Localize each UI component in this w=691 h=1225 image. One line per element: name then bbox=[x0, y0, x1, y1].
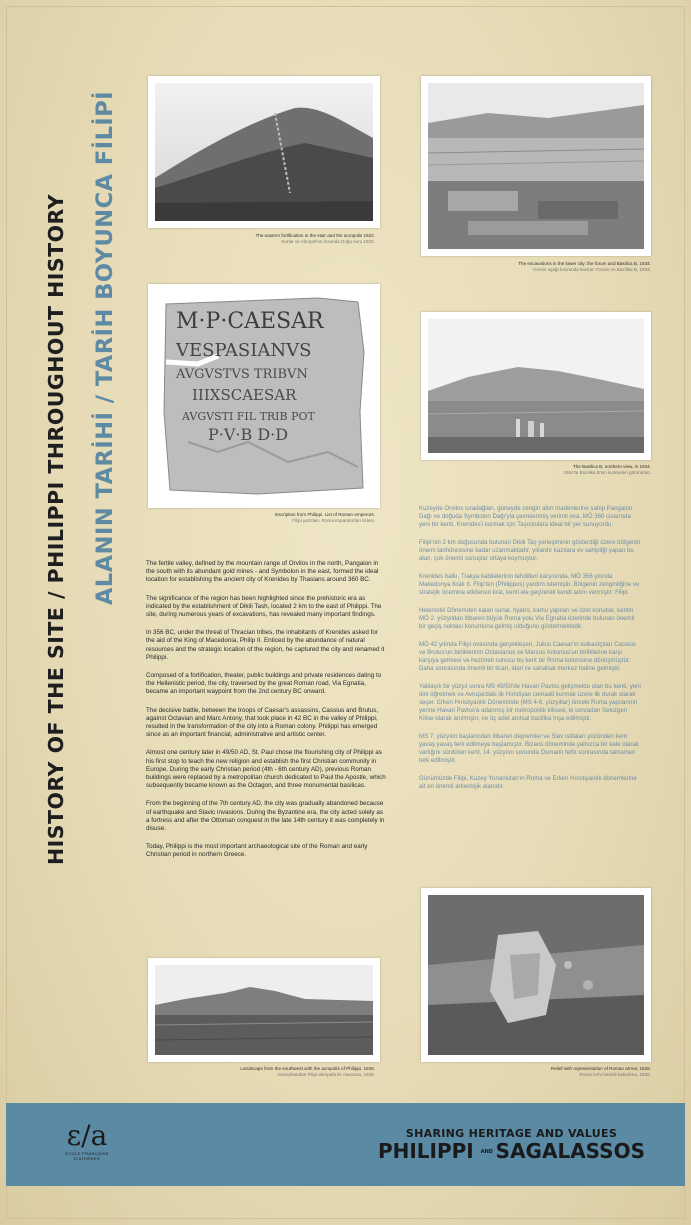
caption-landscape bbox=[150, 1066, 375, 1078]
relief-image bbox=[428, 895, 644, 1055]
en-paragraph-6: Almost one century later in 49/50 AD, St. Paul chose the flourishing city of Philippi as his first stop to teach the new religion and establish the first Christian community in Europe. During the early Christian period (4th - 6th century AD), previous Roman buildings were replaced by a metropolitan church dedicated to Paul the Apostle, which subsequently became known as the Octagon, and three monumental basilicas. bbox=[146, 749, 386, 790]
caption-relief-en: Relief with representation of Roman armor, 1928. bbox=[550, 1066, 651, 1071]
efa-logo bbox=[56, 1121, 118, 1161]
inscription-line-1: M·P·CAESAR bbox=[176, 309, 324, 334]
footer-band bbox=[6, 1103, 685, 1186]
en-paragraph-2: The significance of the region has been highlighted since the prehistoric era as indicated by the establishment of Dikili Tash, located 2 km to the east of Philippi. The site, during numerous years of excavations, has revealed many important findings. bbox=[146, 594, 382, 619]
landscape-image bbox=[155, 965, 373, 1055]
fortification-image bbox=[155, 83, 373, 221]
title-en: HISTORY OF THE SITE / PHILIPPI THROUGHOUT HISTORY bbox=[44, 193, 68, 865]
photo-landscape bbox=[148, 958, 380, 1062]
tr-paragraph-5: MÖ 42 yılında Filipi ovasında gerçekleşen, Julius Caesar'ın suikastçıları Cassius ve Brutus'un birliklerinin Octavianus ve Marcus Antonius'un birliklerine karşı karşıya gelmesi ve hezimeti sonucu bu kent bir Roma kolonisine dönüşmüştür. Daha sonrasında önemli bir ticari, idari ve sanatsal merkez haline gelmiştir. bbox=[419, 641, 636, 672]
inscription-image bbox=[158, 292, 370, 500]
caption-excavations bbox=[428, 261, 651, 273]
photo-excavations bbox=[421, 76, 651, 256]
caption-relief bbox=[428, 1066, 651, 1078]
photo-relief bbox=[421, 888, 651, 1062]
caption-landscape-tr: Güneybatıdan Filipi akropolü ile manzara, 1928. bbox=[277, 1072, 375, 1077]
photo-inscription bbox=[148, 284, 380, 508]
body-text-en bbox=[146, 560, 386, 870]
caption-fortification bbox=[150, 233, 375, 245]
caption-inscription-en: Inscription from Philippi. List of Roman emperors. bbox=[274, 512, 375, 517]
and-word: AND bbox=[480, 1149, 493, 1155]
caption-basilica-en: The Basilica B, northern view, in 1934. bbox=[572, 464, 651, 469]
tr-paragraph-3: Krenides halkı, Trakya kabilelerinin tehditleri karşısında, MÖ 356 yılında Makedonya Kralı II. Filip'ten (Philippos) yardım istemiştir. Bölgenin zenginliğine ve stratejik önemine etkilenen kral, kenti ele geçirerek kendi adını vermiştir: Filipi. bbox=[419, 573, 640, 596]
caption-fortification-tr: Surlar ve Akropol'ün lozanda Doğu suru 1922. bbox=[281, 239, 375, 244]
en-paragraph-5: The decisive battle, between the troops of Caesar's assassins, Cassius and Brutus, against Octavian and Marc Antony, that took place in 42 BC in the valley of Philippi, resulted in the transformation of the city into a Roman colony. Philippi has emerged since as an important financial, administrative and artistic center. bbox=[146, 706, 379, 739]
tr-paragraph-7: MS 7. yüzyılın başlarından itibaren depremler ve Slav istilaları yüzünden kent yavaş yavaş terk edilmeye başlamıştır. Bizans döneminde yalnızca bir kale olarak varlığını sürdüren kent, 14. yüzyılın sonunda Osmanlı fethi sonrasında tamamen terk edilmiştir. bbox=[419, 733, 639, 764]
inscription-line-2: VESPASIANVS bbox=[176, 340, 312, 361]
project-title bbox=[378, 1127, 645, 1162]
inscription-line-5: AVGVSTI FIL TRIB POT bbox=[182, 410, 315, 423]
inscription-line-4: IIIXSCAESAR bbox=[192, 386, 297, 404]
en-paragraph-7: From the beginning of the 7th century AD, the city was gradually abandoned because of earthquake and Slavic invasions. During the Byzantine era, the city acted solely as a fortress and after the Ottoman conquest in the late 14th century it was completely in disuse. bbox=[146, 800, 385, 833]
sites-line bbox=[378, 1140, 645, 1162]
caption-basilica bbox=[428, 464, 651, 476]
caption-excavations-en: The excavations in the lower city: the forum and Basilica B, 1934. bbox=[518, 261, 651, 266]
en-paragraph-4: Composed of a fortification, theater, public buildings and private residences dating to the Hellenistic period, the city, traversed by the great Roman road, Via Egnatia, became an important waypoint from the 2nd century BC onward. bbox=[146, 672, 382, 696]
caption-landscape-en: Landscape from the southwest with the acropolis of Philippi, 1928. bbox=[240, 1066, 375, 1071]
photo-fortification bbox=[148, 76, 380, 228]
caption-relief-tr: Roma zırhı betimli kabartma, 1928. bbox=[579, 1072, 651, 1077]
efa-logo-name: ÉCOLE FRANÇAISE D'ATHÈNES bbox=[65, 1151, 109, 1161]
excavations-image bbox=[428, 83, 644, 249]
inscription-line-6: P·V·B D·D bbox=[208, 425, 289, 444]
caption-fortification-en: The eastern fortification in the stair and the acropolis 1922. bbox=[255, 233, 375, 238]
tagline: SHARING HERITAGE AND VALUES bbox=[405, 1127, 618, 1140]
en-paragraph-8: Today, Philippi is the most important archaeological site of the Roman and early Christian period in northern Greece. bbox=[146, 843, 368, 859]
site-sagalassos: SAGALASSOS bbox=[495, 1139, 645, 1163]
basilica-image bbox=[428, 319, 644, 453]
tr-paragraph-1: Kuzeyde Orvilos sıradağları, güneyde zengin altın madenlerine sahip Pangaion Dağı ve doğuda Symbolon Dağı'yla çevrelenmiş verimli ova, MÖ 360 civarında yeni bir kenti, Krenides'i kurmak için Taşoslulara ideal bir yer sunuyordu. bbox=[419, 505, 633, 528]
title-tr: ALANIN TARİHİ / TARİH BOYUNCA FİLİPİ bbox=[92, 90, 118, 605]
body-text-tr bbox=[419, 505, 641, 801]
photo-basilica bbox=[421, 312, 651, 460]
en-paragraph-1: The fertile valley, defined by the mountain range of Orvilos in the north, Pangaion in the south with its abundant gold mines - and Symbolon in the east, formed the ideal location for establishing the ancient city of Krenides by Thasians around 360 BC. bbox=[146, 560, 379, 584]
tr-paragraph-8: Günümüzde Filipi, Kuzey Yunanistan'ın Roma ve Erken Hıristiyanlık dönemlerine ait en önemli arkeolojik alanıdır. bbox=[419, 775, 637, 790]
caption-inscription-tr: Filipi yazıtları. Roma imparatorları listesi. bbox=[292, 518, 375, 523]
tr-paragraph-2: Filipi'nin 2 km doğusunda bulunan Dikili Taş yerleşiminin gösterdiği üzere bölgenin önemi tarihöncesine kadar uzanmaktadır, yıllardır kazılara ev sahipliği yapan bu alan, çok önemli sonuçlar ortaya koymuştur. bbox=[419, 539, 641, 562]
en-paragraph-3: In 356 BC, under the threat of Thracian tribes, the inhabitants of Krenides asked for the aid of the King of Macedonia, Philip II. Enticed by the abundance of natural resources and the strategic location of the region, he captured the city and renamed it Philippi. bbox=[146, 629, 385, 661]
tr-paragraph-6: Yaklaşık bir yüzyıl sonra MS 49/50'de Havari Pavlos gelişmekte olan bu kenti, yeni dini öğretmek ve Avrupa'daki ilk Hıristiyan cemaati kurmak üzere ilk durak olarak seçer. Erken Hıristiyanlık Döneminde (MS 4-6. yüzyıllar) önceki Roma yapılarının yerine Havari Pavlos'a adanmış bir metropolitik kilisesi, ki sonradan Sekizgen Kilise olarak anılmıştır, ve üç adet anıtsal bazilika inşa edilmiştir. bbox=[419, 683, 641, 722]
tr-paragraph-4: Helenistik Dönemden kalan surlar, tiyatro, kamu yapıları ve özel konutlar, kentin MÖ 2. yüzyıldan itibaren büyük Roma yolu Via Egnatia üzerinde bulunan önemli bir geçiş noktası konumuna gelmiş olduğunu göstermektedir. bbox=[419, 607, 635, 630]
caption-inscription bbox=[150, 512, 375, 524]
inscription-line-3: AVGVSTVS TRIBVN bbox=[176, 367, 308, 382]
efa-logo-mark: ε/a bbox=[66, 1119, 108, 1152]
caption-basilica-tr: 1934'te Bazilika B'nin kuzeyden görünümü. bbox=[563, 470, 651, 475]
site-philippi: PHILIPPI bbox=[377, 1139, 474, 1163]
caption-excavations-tr: Kentin aşağı kısmında kazılar: Forum ve Bazilika B, 1934. bbox=[533, 267, 651, 272]
